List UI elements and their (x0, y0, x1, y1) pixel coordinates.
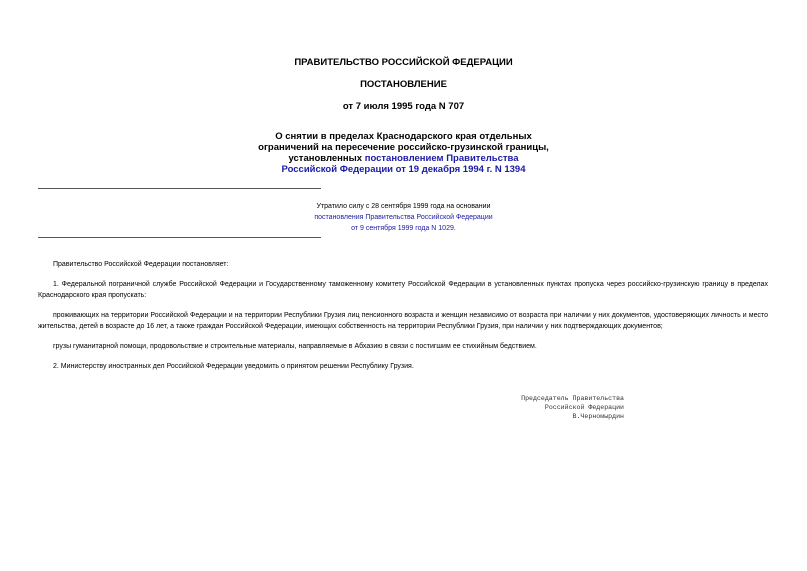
title-reference-link[interactable]: постановлением Правительства (364, 153, 519, 164)
divider-bottom (38, 237, 321, 238)
document-title (0, 131, 807, 175)
body-paragraph-2-text: проживающих на территории Российской Федерации и на территории Республики Грузия лиц пенсионного возраста и женщин независимо от возраста при наличии у них документов, удостоверяющих личность и место жительства, детей в возрасте до 16 лет, а также граждан Российской Федерации, имеющих собственность на территории Республики Грузия, при наличии у них подтверждающих документов; (38, 312, 768, 330)
body-paragraph-4-text: 2. Министерству иностранных дел Российской Федерации уведомить о принятом решении Республику Грузия. (53, 363, 414, 370)
title-reference-link-cont[interactable]: Российской Федерации от 19 декабря 1994 г. N 1394 (281, 164, 526, 175)
government-heading: ПРАВИТЕЛЬСТВО РОССИЙСКОЙ ФЕДЕРАЦИИ (294, 57, 513, 68)
repeal-note (0, 201, 807, 234)
body-paragraph-2 (38, 311, 768, 332)
body-paragraph-4 (38, 362, 768, 373)
title-line-2: ограничений на пересечение российско-грузинской границы, (258, 142, 549, 153)
signature-organization: Российской Федерации (544, 404, 624, 411)
repeal-note-line-1: Утратило силу с 28 сентября 1999 года на основании (316, 203, 491, 210)
title-line-3 (0, 153, 807, 164)
divider-top (38, 188, 321, 189)
signature-block (430, 394, 624, 421)
document-date-number: от 7 июля 1995 года N 707 (342, 101, 465, 112)
body-paragraph-1-text: 1. Федеральной пограничной службе Российской Федерации и Государственному таможенному комитету Российской Федерации в установленных пунктах пропуска через российско-грузинскую границу в пределах Краснодарского края пропускать: (38, 281, 768, 299)
body-intro-text: Правительство Российской Федерации постановляет: (53, 261, 229, 268)
title-line-3-text: установленных (288, 153, 365, 164)
body-intro (38, 260, 768, 271)
title-line-1: О снятии в пределах Краснодарского края отдельных (275, 131, 532, 142)
body-paragraph-3 (38, 342, 768, 353)
signature-name: В.Черномырдин (572, 413, 624, 420)
document-type: ПОСТАНОВЛЕНИЕ (360, 79, 447, 90)
repeal-reference-link[interactable]: постановления Правительства Российской Федерации (314, 214, 493, 221)
body-paragraph-3-text: грузы гуманитарной помощи, продовольствие и строительные материалы, направляемые в Абхазию в связи с постигшим ее стихийным бедствием. (53, 343, 537, 350)
repeal-reference-link-cont[interactable]: от 9 сентября 1999 года N 1029. (351, 225, 456, 232)
body-paragraph-1 (38, 280, 768, 301)
signature-position: Председатель Правительства (521, 395, 624, 402)
